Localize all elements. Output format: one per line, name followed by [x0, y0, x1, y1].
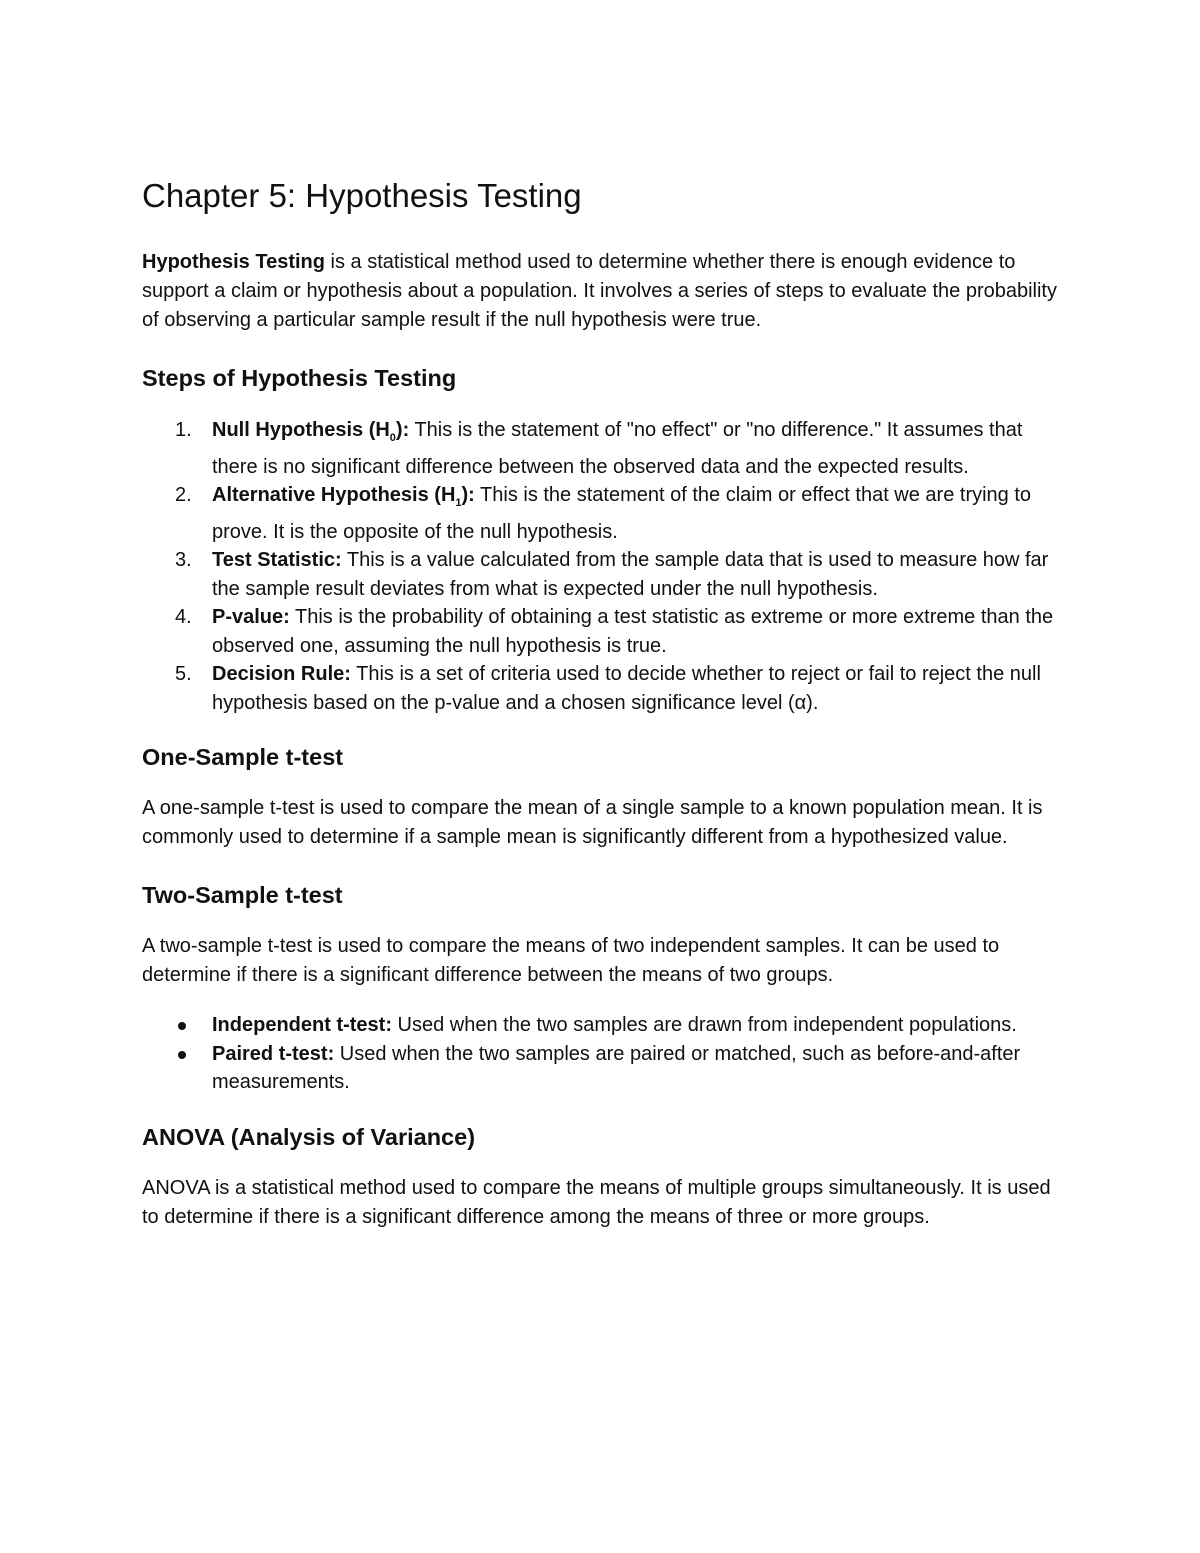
- anova-heading: ANOVA (Analysis of Variance): [142, 1123, 476, 1150]
- list-number: 1.: [175, 419, 192, 441]
- step-term: Decision Rule:: [212, 663, 351, 685]
- type-term: Independent t-test:: [212, 1014, 392, 1036]
- step-text: This is a value calculated from the sample data that is used to measure how far the sample result deviates from what is expected under the null hypothesis.: [212, 549, 1049, 600]
- list-item: [142, 481, 1072, 546]
- intro-term: Hypothesis Testing: [142, 251, 325, 273]
- step-text: This is the statement of "no effect" or "no difference." It assumes that there is no significant difference between the observed data and the expected results.: [212, 419, 1023, 478]
- list-item: [142, 603, 1072, 660]
- bullet-icon: [178, 1022, 186, 1030]
- intro-text: is a statistical method used to determine whether there is enough evidence to support a claim or hypothesis about a population. It involves a series of steps to evaluate the probability of observing a particular sample result if the null hypothesis were true.: [142, 251, 1057, 331]
- type-term: Paired t-test:: [212, 1042, 335, 1065]
- two-sample-paragraph: A two-sample t-test is used to compare the means of two independent samples. It can be used to determine if there is a significant difference between the means of two groups.: [142, 935, 1000, 986]
- step-term: P-value:: [212, 606, 290, 628]
- list-item: [142, 1040, 1072, 1097]
- t-test-types-list: [142, 1011, 1072, 1097]
- intro-paragraph: [142, 248, 1072, 335]
- list-number: 4.: [175, 606, 192, 628]
- list-item: [142, 416, 1072, 481]
- type-text: Used when the two samples are drawn from independent populations.: [392, 1014, 1017, 1036]
- steps-heading: Steps of Hypothesis Testing: [142, 365, 457, 391]
- document-page: [142, 170, 1072, 1232]
- page-title: Chapter 5: Hypothesis Testing: [142, 177, 582, 214]
- anova-paragraph: ANOVA is a statistical method used to compare the means of multiple groups simultaneously. It is used to determine if there is a significant difference among the means of three or more groups.: [142, 1176, 1051, 1228]
- step-text: This is the statement of the claim or effect that we are trying to prove. It is the opposite of the null hypothesis.: [212, 484, 1032, 543]
- one-sample-heading: One-Sample t-test: [142, 744, 344, 770]
- one-sample-paragraph: A one-sample t-test is used to compare the mean of a single sample to a known population mean. It is commonly used to determine if a sample mean is significantly different from a hypothesized value.: [142, 797, 1043, 848]
- step-text: This is the probability of obtaining a test statistic as extreme or more extreme than the observed one, assuming the null hypothesis is true.: [212, 606, 1054, 657]
- step-text: This is a set of criteria used to decide whether to reject or fail to reject the null hypothesis based on the p-value and a chosen significance level (α).: [212, 663, 1041, 714]
- step-term: Test Statistic:: [212, 549, 342, 571]
- list-item: [142, 660, 1072, 717]
- steps-list: [142, 416, 1072, 717]
- list-item: [142, 546, 1072, 603]
- bullet-icon: [178, 1051, 186, 1059]
- two-sample-heading: Two-Sample t-test: [142, 882, 343, 908]
- step-term: Null Hypothesis $(H_0)$:: [212, 419, 410, 444]
- list-number: 2.: [175, 484, 192, 506]
- step-term: Alternative Hypothesis $(H_1)$:: [212, 484, 475, 509]
- list-number: 3.: [175, 549, 192, 571]
- list-item: [142, 1011, 1072, 1040]
- type-text: Used when the two samples are paired or matched, such as before-and-after measurements.: [212, 1042, 1021, 1093]
- list-number: 5.: [175, 663, 192, 685]
